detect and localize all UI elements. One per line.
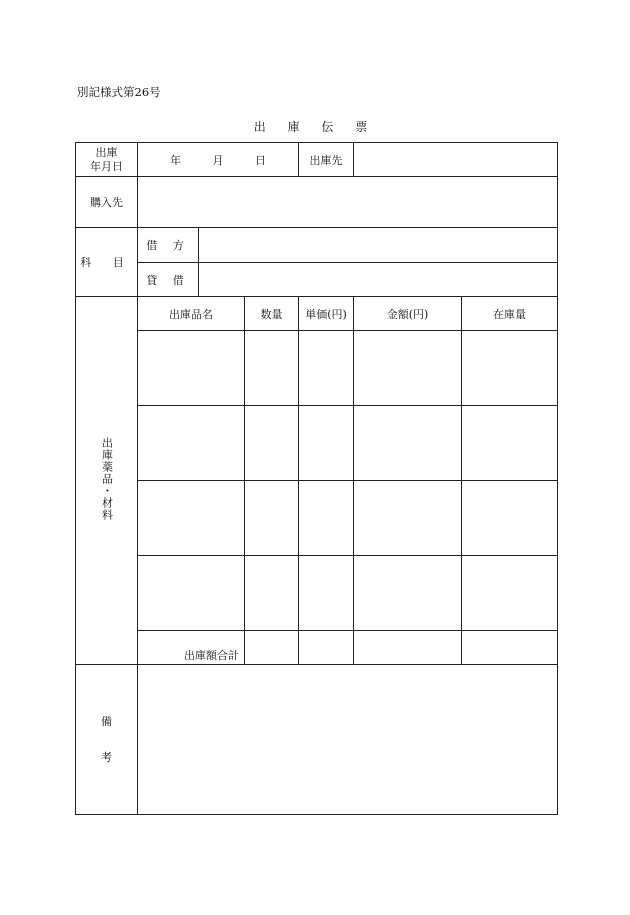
unit-price-field[interactable] (299, 406, 354, 481)
quantity-field[interactable] (245, 481, 299, 556)
quantity-field[interactable] (245, 406, 299, 481)
destination-field[interactable] (354, 143, 558, 177)
quantity-field[interactable] (245, 556, 299, 631)
amount-field[interactable] (354, 331, 462, 406)
total-amount-field[interactable] (354, 631, 462, 665)
items-header-row (76, 297, 558, 331)
item-name-field[interactable] (138, 406, 245, 481)
remarks-label-line1: 備 (101, 714, 112, 728)
table-row (76, 331, 558, 406)
debit-label: 借 方 (138, 228, 199, 263)
date-month-label: 月 (212, 153, 224, 167)
credit-field[interactable] (199, 263, 558, 297)
column-header-item-name: 出庫品名 (138, 297, 245, 331)
unit-price-field[interactable] (299, 556, 354, 631)
header-row (76, 143, 558, 177)
page-title: 出 庫 伝 票 (253, 120, 377, 134)
issue-slip-table (75, 142, 558, 815)
amount-field[interactable] (354, 481, 462, 556)
form-number: 別記様式第26号 (77, 85, 161, 99)
credit-label: 貸 借 (138, 263, 199, 297)
account-debit-row (76, 228, 558, 263)
remarks-field[interactable] (138, 665, 558, 815)
date-label-line2: 年月日 (90, 159, 123, 173)
table-row (76, 481, 558, 556)
column-header-stock: 在庫量 (462, 297, 558, 331)
account-credit-row (76, 263, 558, 297)
date-day-label: 日 (255, 153, 266, 167)
unit-price-field[interactable] (299, 331, 354, 406)
date-input-cell[interactable] (138, 143, 299, 177)
table-row (76, 556, 558, 631)
column-header-amount: 金額(円) (354, 297, 462, 331)
account-label: 科 目 (76, 228, 138, 297)
debit-field[interactable] (199, 228, 558, 263)
unit-price-field[interactable] (299, 481, 354, 556)
table-row (76, 406, 558, 481)
items-section-label: 出庫薬品・材料 (100, 437, 114, 521)
item-name-field[interactable] (138, 556, 245, 631)
amount-field[interactable] (354, 556, 462, 631)
remarks-label-line2: 考 (101, 750, 112, 764)
supplier-row (76, 177, 558, 228)
destination-label: 出庫先 (299, 143, 354, 177)
total-label: 出庫額合計 (138, 631, 245, 665)
items-section-label-cell (76, 297, 138, 665)
item-name-field[interactable] (138, 331, 245, 406)
total-stock-field[interactable] (462, 631, 558, 665)
total-quantity-field[interactable] (245, 631, 299, 665)
amount-field[interactable] (354, 406, 462, 481)
stock-field[interactable] (462, 481, 558, 556)
supplier-label: 購入先 (76, 177, 138, 228)
stock-field[interactable] (462, 556, 558, 631)
total-unit-price-field[interactable] (299, 631, 354, 665)
quantity-field[interactable] (245, 331, 299, 406)
stock-field[interactable] (462, 406, 558, 481)
remarks-row (76, 665, 558, 815)
item-name-field[interactable] (138, 481, 245, 556)
supplier-field[interactable] (138, 177, 558, 228)
stock-field[interactable] (462, 331, 558, 406)
date-year-label: 年 (170, 153, 181, 167)
remarks-label-cell (76, 665, 138, 815)
date-label-cell (76, 143, 138, 177)
date-label-line1: 出庫 (95, 145, 118, 159)
column-header-unit-price: 単価(円) (299, 297, 354, 331)
column-header-quantity: 数量 (245, 297, 299, 331)
total-row (76, 631, 558, 665)
